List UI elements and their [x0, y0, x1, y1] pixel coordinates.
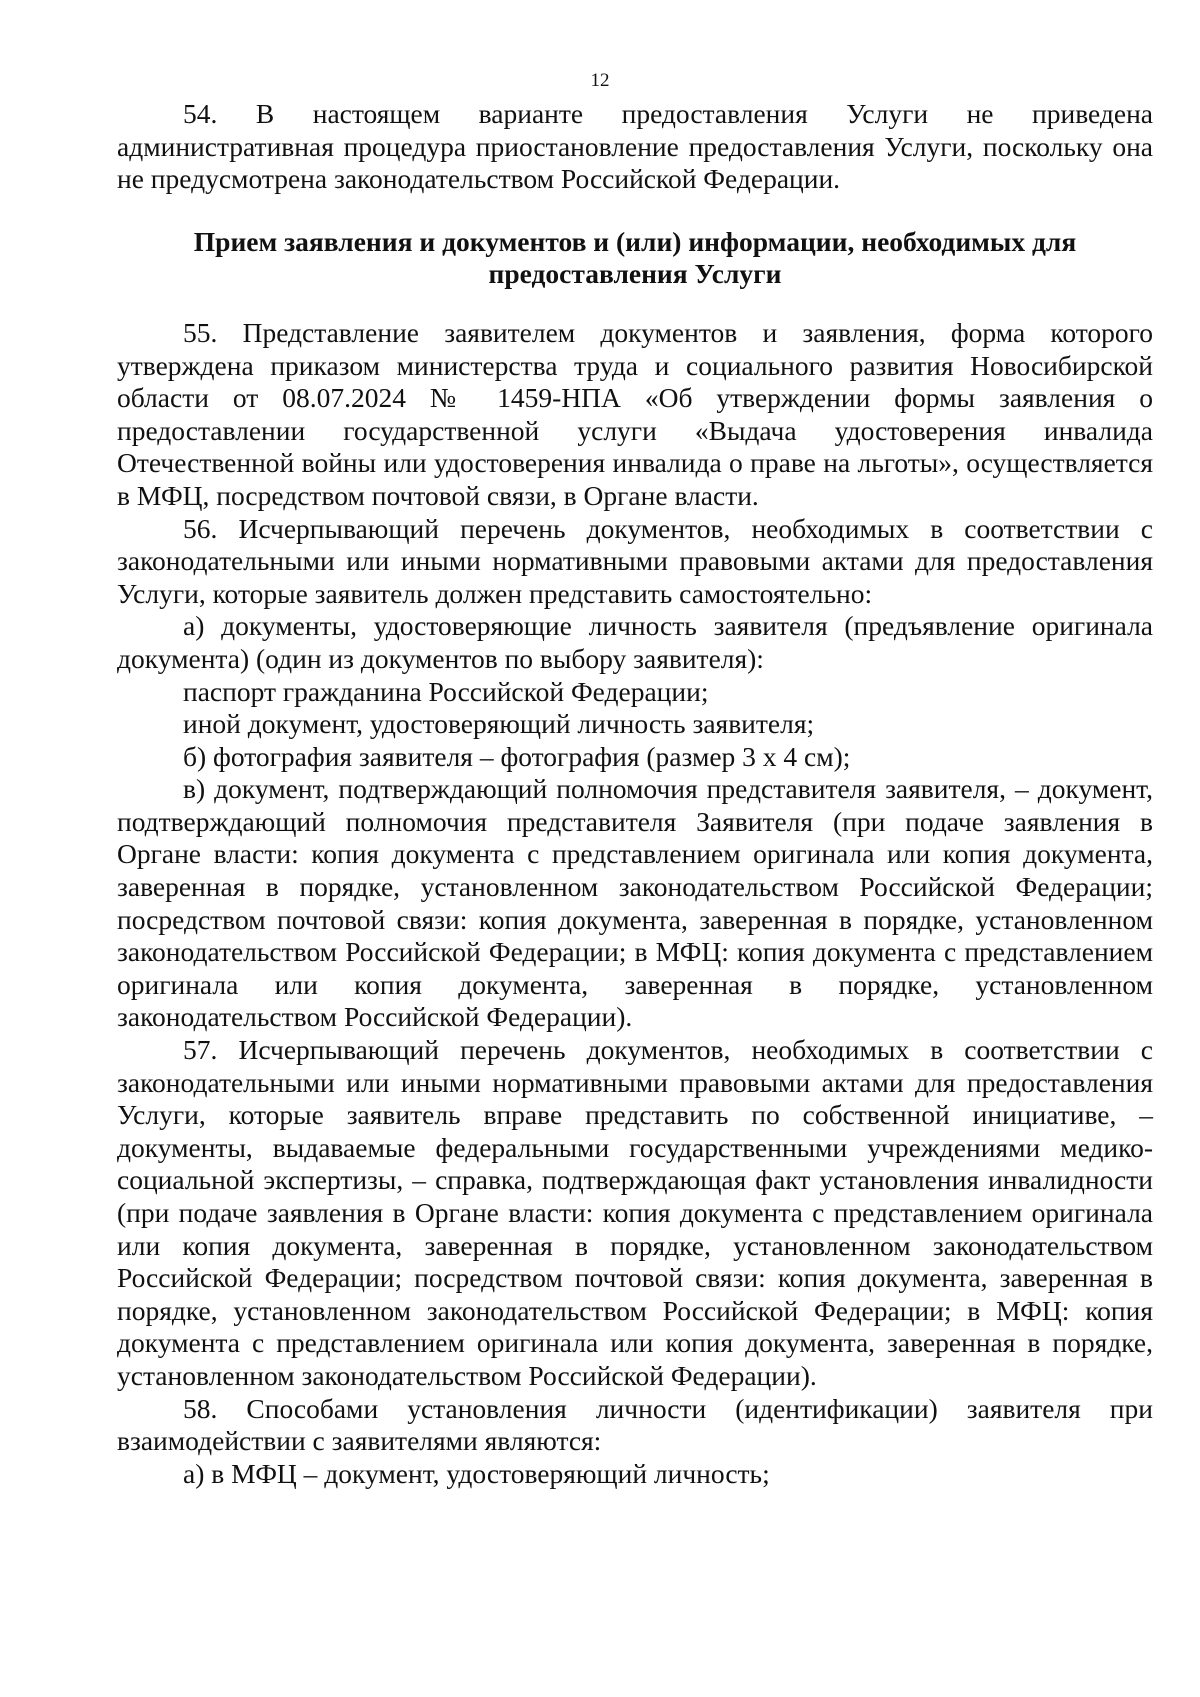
paragraph-56-a-item-1: паспорт гражданина Российской Федерации; — [183, 675, 709, 707]
paragraph-57: 57. Исчерпывающий перечень документов, необходимых в соответствии с законодательными или иными нормативными правовыми актами для предоставления Услуги, которые заявитель вправе представить по собственной инициативе, – документы, выдаваемые федеральными государственными учреждениями медико-социальной экспертизы, – справка, подтверждающая факт установления инвалидности (при подаче заявления в Органе власти: копия документа с представлением оригинала или копия документа, заверенная в порядке, установленном законодательством Российской Федерации; посредством почтовой связи: копия документа, заверенная в порядке, установленном законодательством Российской Федерации; в МФЦ: копия документа с представлением оригинала или копия документа, заверенная в порядке, установленном законодательством Российской Федерации). — [117, 1034, 1153, 1391]
section-heading: Прием заявления и документов и (или) информации, необходимых для предоставления Услуги — [193, 225, 1077, 290]
paragraph-56: 56. Исчерпывающий перечень документов, необходимых в соответствии с законодательными или иными нормативными правовыми актами для предоставления Услуги, которые заявитель должен представить самостоятельно: — [117, 512, 1153, 609]
page-number: 12 — [590, 70, 610, 91]
document-body — [117, 98, 1153, 1490]
paragraph-58: 58. Способами установления личности (идентификации) заявителя при взаимодействии с заявителями являются: — [117, 1392, 1153, 1457]
paragraph-56-b: б) фотография заявителя – фотография (размер 3 х 4 см); — [183, 740, 851, 772]
paragraph-56-a: а) документы, удостоверяющие личность заявителя (предъявление оригинала документа) (один из документов по выбору заявителя): — [117, 610, 1153, 674]
paragraph-54: 54. В настоящем варианте предоставления Услуги не приведена административная процедура приостановление предоставления Услуги, поскольку она не предусмотрена законодательством Российской Федерации. — [117, 98, 1153, 195]
paragraph-56-v: в) документ, подтверждающий полномочия представителя заявителя, – документ, подтверждающий полномочия представителя Заявителя (при подаче заявления в Органе власти: копия документа с представлением оригинала или копия документа, заверенная в порядке, установленном законодательством Российской Федерации; посредством почтовой связи: копия документа, заверенная в порядке, установленном законодательством Российской Федерации; в МФЦ: копия документа с представлением оригинала или копия документа, заверенная в порядке, установленном законодательством Российской Федерации). — [117, 773, 1153, 1033]
paragraph-56-a-item-2: иной документ, удостоверяющий личность заявителя; — [183, 708, 815, 740]
paragraph-55: 55. Представление заявителем документов и заявления, форма которого утверждена приказом министерства труда и социального развития Новосибирской области от 08.07.2024 № 1459-НПА «Об утверждении формы заявления о предоставлении государственной услуги «Выдача удостоверения инвалида Отечественной войны или удостоверения инвалида о праве на льготы», осуществляется в МФЦ, посредством почтовой связи, в Органе власти. — [117, 316, 1153, 511]
paragraph-58-a: а) в МФЦ – документ, удостоверяющий личность; — [183, 1457, 770, 1489]
